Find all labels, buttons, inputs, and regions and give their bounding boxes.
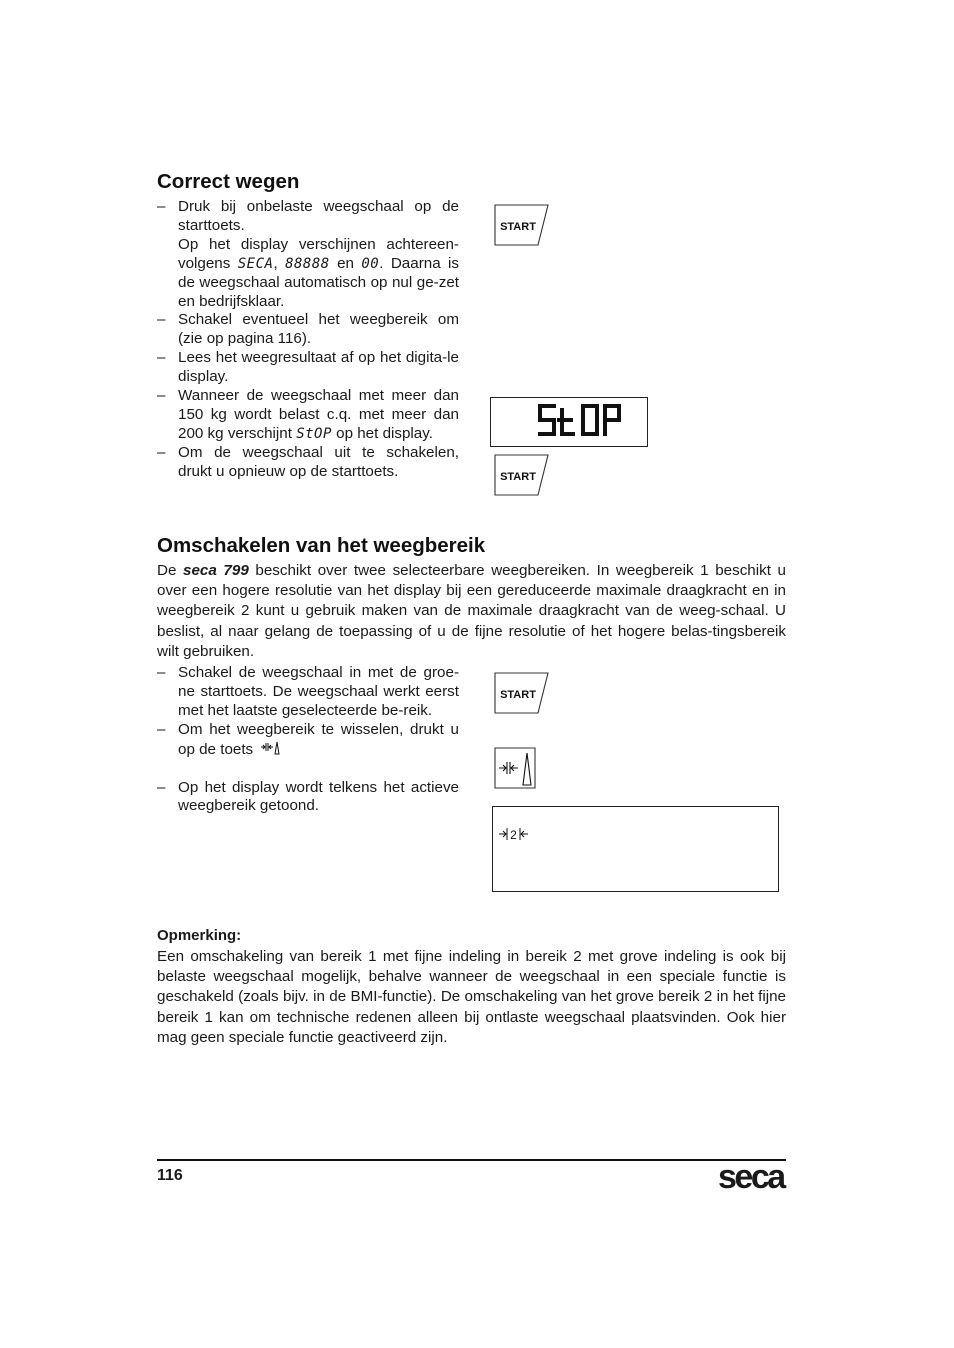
intro-paragraph: De seca 799 beschikt over twee selecteerbare weegbereiken. In weegbereik 1 beschikt u over een hogere resolutie van het display bij een gereduceerde maximale draagkracht en in weegbereik 2 kunt u gebruik maken van de maximale draagkracht van de weeg-schaal. U beslist, al naar gelang de toepassing of u de fijne resolutie of het hogere belas-tingsbereik wilt gebruiken. bbox=[157, 562, 786, 660]
stop-display bbox=[490, 397, 648, 447]
range-toggle-key-icon bbox=[494, 747, 538, 791]
start-key-label: START bbox=[500, 221, 536, 233]
list-item: – Lees het weegresultaat af op het digita-le display. bbox=[157, 349, 459, 386]
start-key-icon bbox=[494, 672, 552, 718]
note-paragraph: Een omschakeling van bereik 1 met fijne indeling in bereik 2 met grove indeling is ook bij belaste weegschaal mogelijk, behalve wanneer de weegschaal in een speciale functie is geschakeld (zoals bijv. in de BMI-functie). De omschakeling van het grove bereik 2 in het fijne bereik 1 kan om technische redenen alleen bij ontlaste weegschaal plaatsvinden. Ook hier mag geen speciale functie geactiveerd zijn. bbox=[157, 948, 786, 1046]
segment-text: 88888 bbox=[285, 255, 330, 272]
list-item: – Schakel de weegschaal in met de groe-ne starttoets. De weegschaal werkt eerst met het laatste geselecteerde be-reik. bbox=[157, 664, 459, 719]
list-item: – Schakel eventueel het weegbereik om (zie op pagina 116). bbox=[157, 311, 459, 348]
list-item: – Om het weegbereik te wisselen, drukt u op de toets bbox=[157, 720, 459, 758]
footer-rule bbox=[157, 1159, 786, 1161]
start-key-label: START bbox=[500, 689, 536, 701]
range-indicator-value: 2 bbox=[510, 828, 517, 842]
list-item: – Op het display wordt telkens het actieve weegbereik getoond. bbox=[157, 778, 459, 815]
segment-text: 00 bbox=[361, 255, 380, 272]
note-heading: Opmerking: bbox=[157, 927, 242, 944]
list-item: – Om de weegschaal uit te schakelen, drukt u opnieuw op de starttoets. bbox=[157, 443, 459, 480]
start-key-icon bbox=[494, 204, 552, 250]
correct-wegen-list bbox=[157, 198, 459, 482]
start-key-label: START bbox=[500, 471, 536, 483]
list-item: – Wanneer de weegschaal met meer dan 150 kg wordt belast c.q. met meer dan 200 kg verschijnt StOP op het display. bbox=[157, 387, 459, 442]
range-indicator-icon bbox=[498, 825, 538, 845]
stop-display-segments bbox=[491, 398, 647, 446]
product-name: seca 799 bbox=[183, 562, 249, 579]
range-display bbox=[492, 806, 779, 892]
seca-logo: seca bbox=[718, 1158, 784, 1196]
page-number: 116 bbox=[157, 1167, 183, 1184]
segment-text: StOP bbox=[296, 425, 332, 442]
omschakelen-list bbox=[157, 664, 459, 816]
section-heading-correct-wegen: Correct wegen bbox=[157, 170, 300, 193]
start-key-icon bbox=[494, 454, 552, 500]
list-item: – Druk bij onbelaste weegschaal op de starttoets. Op het display verschijnen achtereen-volgens SECA, 88888 en 00. Daarna is de weegschaal automatisch op nul ge-zet en bedrijfsklaar. bbox=[157, 198, 459, 310]
range-toggle-key-icon bbox=[260, 740, 282, 756]
segment-text: SECA bbox=[237, 255, 274, 272]
section-heading-omschakelen: Omschakelen van het weegbereik bbox=[157, 534, 486, 557]
